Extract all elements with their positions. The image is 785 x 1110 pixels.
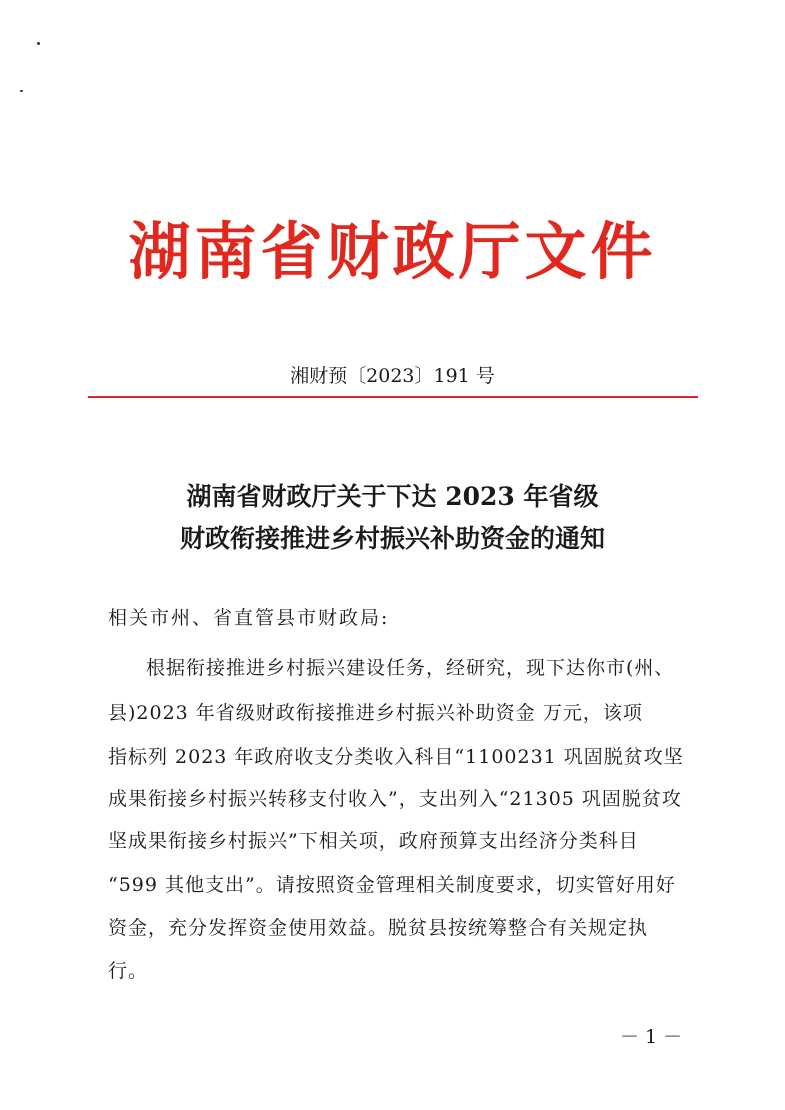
- scan-speck: [37, 42, 40, 45]
- notice-title: [0, 476, 785, 560]
- page-number: － 1 －: [620, 1026, 683, 1048]
- body-line: 根据衔接推进乡村振兴建设任务，经研究，现下达你市(州、: [146, 657, 675, 679]
- body-line: 坚成果衔接乡村振兴”下相关项，政府预算支出经济分类科目: [108, 830, 639, 852]
- body-line: 指标列 2023 年政府收支分类收入科目“1100231 巩固脱贫攻坚: [108, 746, 684, 768]
- scan-speck: [20, 90, 23, 92]
- body-line: “599 其他支出”。请按照资金管理相关制度要求，切实管好用好: [108, 874, 676, 896]
- body-line: 成果衔接乡村振兴转移支付收入”，支出列入“21305 巩固脱贫攻: [108, 788, 682, 810]
- notice-title-line: 湖南省财政厅关于下达 2023 年省级: [186, 482, 599, 511]
- notice-title-line: 财政衔接推进乡村振兴补助资金的通知: [179, 524, 605, 553]
- masthead-title: 湖南省财政厅文件: [128, 215, 657, 288]
- body-line: 县)2023 年省级财政衔接推进乡村振兴补助资金 万元，该项: [108, 702, 643, 724]
- masthead-divider: [88, 396, 698, 398]
- document-number: 湘财预〔2023〕191 号: [290, 365, 495, 387]
- body-line: 行。: [108, 960, 149, 982]
- salutation: 相关市州、省直管县市财政局:: [108, 607, 390, 629]
- body-line: 资金，充分发挥资金使用效益。脱贫县按统筹整合有关规定执: [108, 917, 649, 939]
